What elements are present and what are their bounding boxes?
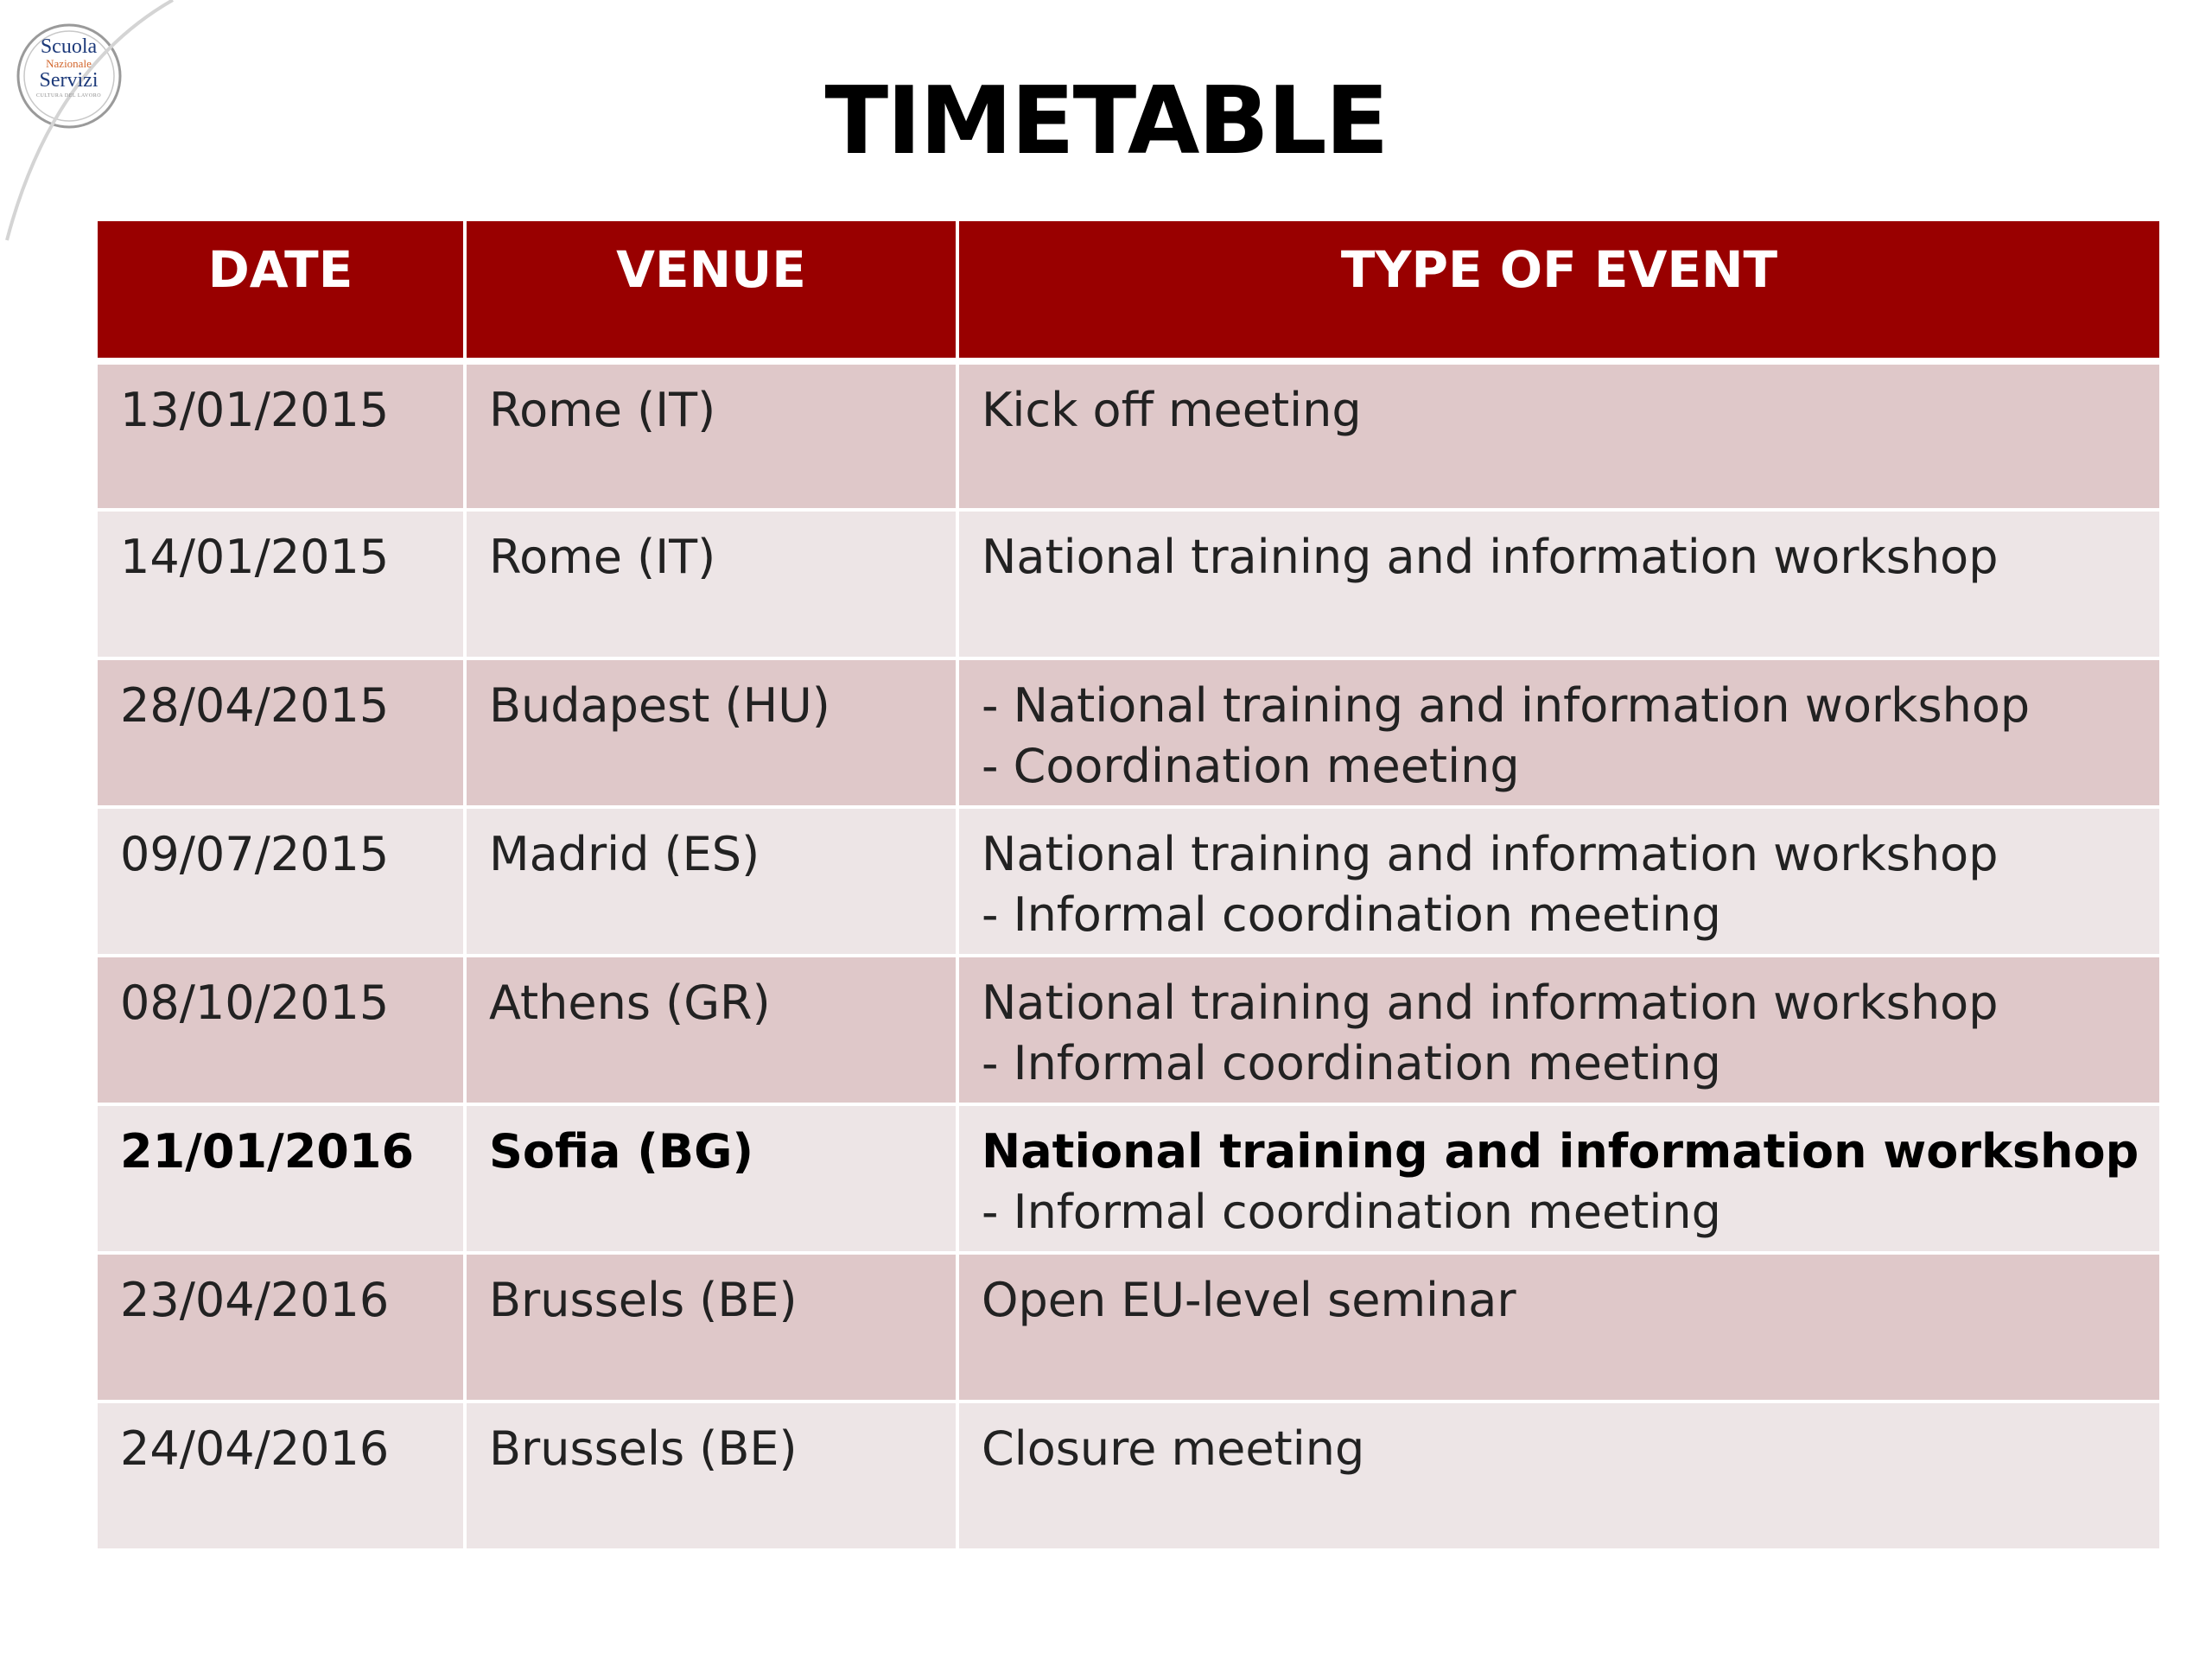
cell-venue: Brussels (BE) [465,1253,957,1402]
page-title: TIMETABLE [824,67,1388,175]
cell-date: 09/07/2015 [98,807,465,956]
cell-type [957,1253,2159,1402]
cell-date: 08/10/2015 [98,956,465,1104]
cell-venue: Madrid (ES) [465,807,957,956]
event-line: - Informal coordination meeting [982,887,1721,942]
cell-date: 23/04/2016 [98,1253,465,1402]
cell-type [957,1402,2159,1550]
cell-date: 24/04/2016 [98,1402,465,1550]
event-line: - Coordination meeting [982,739,1520,793]
header-row [98,221,2159,361]
cell-type [957,510,2159,658]
event-line: - Informal coordination meeting [982,1185,1721,1239]
cell-date: 14/01/2015 [98,510,465,658]
event-line: National training and information workshop [982,1124,2139,1179]
cell-date: 21/01/2016 [98,1104,465,1253]
timetable [98,221,2159,1552]
event-line: Closure meeting [982,1421,1365,1476]
table-row [98,658,2159,807]
cell-venue: Brussels (BE) [465,1402,957,1550]
event-line: National training and information workshop [982,827,1999,881]
cell-date: 13/01/2015 [98,361,465,510]
cell-venue: Rome (IT) [465,510,957,658]
event-line: National training and information workshop [982,530,1999,584]
logo-text: Scuola Nazionale Servizi CULTURA DEL LAVORO [35,35,102,99]
cell-venue: Athens (GR) [465,956,957,1104]
header-venue: VENUE [465,221,957,361]
cell-type [957,956,2159,1104]
table-row [98,1402,2159,1550]
event-line: National training and information workshop [982,976,1999,1030]
header-date: DATE [98,221,465,361]
cell-type [957,807,2159,956]
event-line: - Informal coordination meeting [982,1036,1721,1090]
event-line: Kick off meeting [982,383,1362,437]
event-line: - National training and information workshop [982,678,2031,733]
table-row [98,361,2159,510]
cell-venue: Rome (IT) [465,361,957,510]
table-row-highlighted [98,1104,2159,1253]
event-line: Open EU-level seminar [982,1273,1516,1327]
cell-type [957,658,2159,807]
cell-type [957,1104,2159,1253]
table-row [98,510,2159,658]
table-row [98,956,2159,1104]
cell-date: 28/04/2015 [98,658,465,807]
table-row [98,807,2159,956]
table-row [98,1253,2159,1402]
cell-type [957,361,2159,510]
cell-venue: Budapest (HU) [465,658,957,807]
cell-venue: Sofia (BG) [465,1104,957,1253]
header-type: TYPE OF EVENT [957,221,2159,361]
